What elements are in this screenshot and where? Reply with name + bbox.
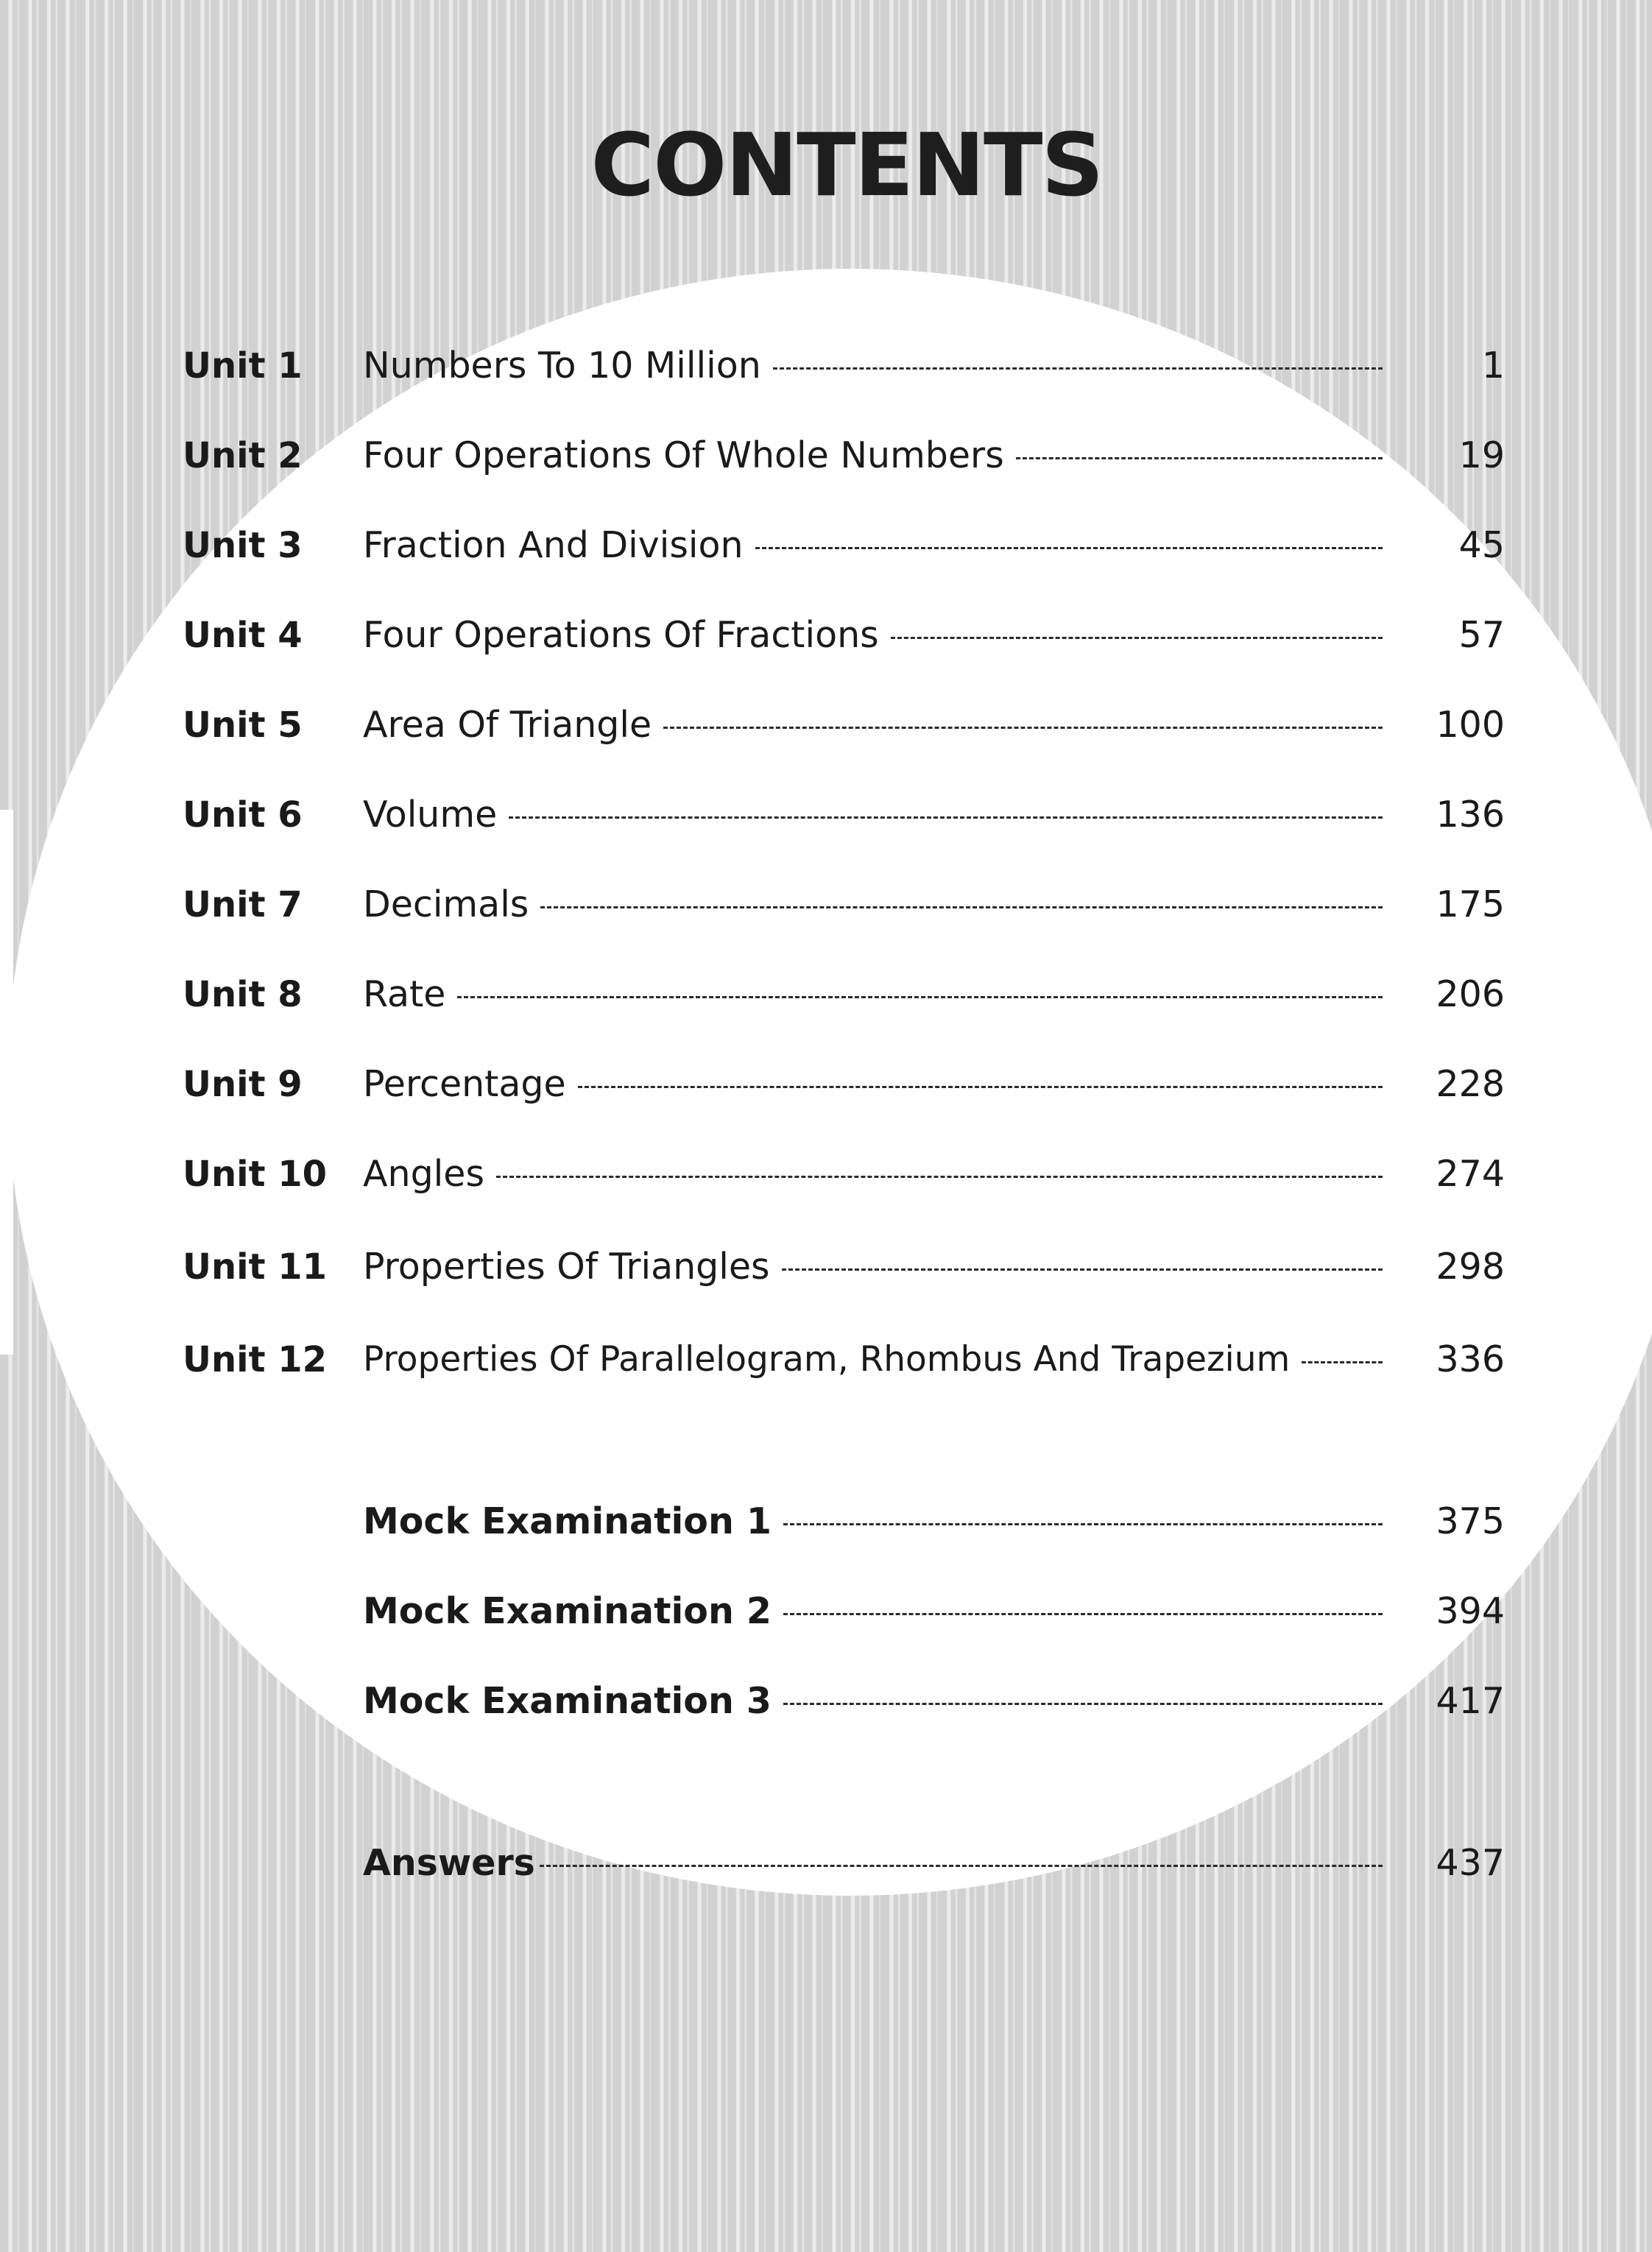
unit-label: Unit 3 [183,525,303,566]
toc-entry [363,1838,1383,1889]
toc-row-answers[interactable] [0,1838,1652,1889]
toc-entry [363,789,1383,841]
dotted-leader [496,1176,1383,1178]
toc-row-unit-10[interactable] [0,1148,1652,1200]
page-number: 336 [1436,1338,1505,1380]
unit-label: Unit 10 [183,1154,328,1195]
toc-entry [363,699,1383,751]
toc-entry [363,1676,1383,1727]
toc-row-mock-1[interactable] [0,1496,1652,1547]
page-number: 1 [1481,345,1505,386]
entry-title: Mock Examination 2 [363,1590,772,1632]
page-number: 417 [1436,1680,1505,1722]
entry-title: Four Operations Of Whole Numbers [363,434,1004,476]
entry-title: Four Operations Of Fractions [363,614,879,656]
dotted-leader [783,1523,1383,1525]
entry-title: Numbers To 10 Million [363,345,761,386]
page-number: 437 [1436,1842,1505,1884]
unit-label: Unit 5 [183,705,303,746]
page-number: 45 [1458,524,1505,566]
entry-title: Angles [363,1153,484,1195]
dotted-leader [540,1865,1383,1867]
page-number: 375 [1436,1500,1505,1542]
dotted-leader [1016,457,1383,459]
page-number: 100 [1436,704,1505,746]
unit-label: Unit 2 [183,435,303,476]
page-title: CONTENTS [590,114,1103,216]
entry-title: Properties Of Triangles [363,1246,770,1288]
dotted-leader [509,816,1383,819]
page-number: 228 [1436,1063,1505,1105]
page-number: 57 [1458,614,1505,656]
toc-entry [363,1586,1383,1637]
toc-entry [363,340,1383,392]
dotted-leader [663,727,1383,729]
toc-row-unit-6[interactable] [0,789,1652,841]
toc-entry [363,610,1383,661]
unit-label: Unit 6 [183,794,303,836]
entry-title: Decimals [363,883,529,925]
toc-row-unit-1[interactable] [0,340,1652,392]
unit-label: Unit 1 [183,345,303,386]
entry-title: Fraction And Division [363,524,744,566]
entry-title: Percentage [363,1063,566,1105]
page-number: 206 [1436,973,1505,1015]
toc-entry [363,1059,1383,1110]
toc-row-unit-2[interactable] [0,430,1652,481]
page-number: 175 [1436,883,1505,925]
page-number: 394 [1436,1590,1505,1632]
page-number: 298 [1436,1246,1505,1288]
toc-entry [363,969,1383,1020]
toc-entry [363,430,1383,481]
entry-title: Mock Examination 1 [363,1500,772,1542]
dotted-leader [1302,1361,1383,1363]
toc-entry [363,520,1383,571]
page-number: 136 [1436,794,1505,836]
unit-label: Unit 4 [183,615,303,656]
entry-title: Mock Examination 3 [363,1680,772,1722]
unit-label: Unit 9 [183,1064,303,1105]
toc-entry [363,1241,1383,1293]
unit-label: Unit 11 [183,1246,328,1288]
entry-title: Rate [363,973,446,1015]
toc-row-unit-4[interactable] [0,610,1652,661]
page-number: 19 [1458,434,1505,476]
toc-entry [363,1148,1383,1200]
dotted-leader [891,637,1383,639]
dotted-leader [783,1613,1383,1615]
dotted-leader [783,1703,1383,1705]
entry-title: Properties Of Parallelogram, Rhombus And Trapezium [363,1339,1291,1380]
entry-title: Answers [363,1842,535,1884]
toc-row-unit-11[interactable] [0,1241,1652,1293]
toc-row-unit-9[interactable] [0,1059,1652,1110]
toc-row-unit-8[interactable] [0,969,1652,1020]
entry-title: Volume [363,794,498,836]
dotted-leader [457,996,1383,998]
toc-row-unit-7[interactable] [0,879,1652,931]
toc-row-unit-5[interactable] [0,699,1652,751]
dotted-leader [782,1268,1383,1271]
toc-entry [363,1496,1383,1547]
toc-row-mock-3[interactable] [0,1676,1652,1727]
toc-row-mock-2[interactable] [0,1586,1652,1637]
dotted-leader [540,906,1383,908]
toc-row-unit-3[interactable] [0,520,1652,571]
unit-label: Unit 7 [183,884,303,925]
unit-label: Unit 8 [183,974,303,1015]
toc-row-unit-12[interactable] [0,1334,1652,1386]
unit-label: Unit 12 [183,1339,328,1380]
toc-entry [363,879,1383,931]
dotted-leader [755,547,1383,549]
page-number: 274 [1436,1153,1505,1195]
entry-title: Area Of Triangle [363,704,652,746]
dotted-leader [773,367,1383,370]
dotted-leader [578,1086,1383,1088]
toc-entry [363,1334,1383,1386]
